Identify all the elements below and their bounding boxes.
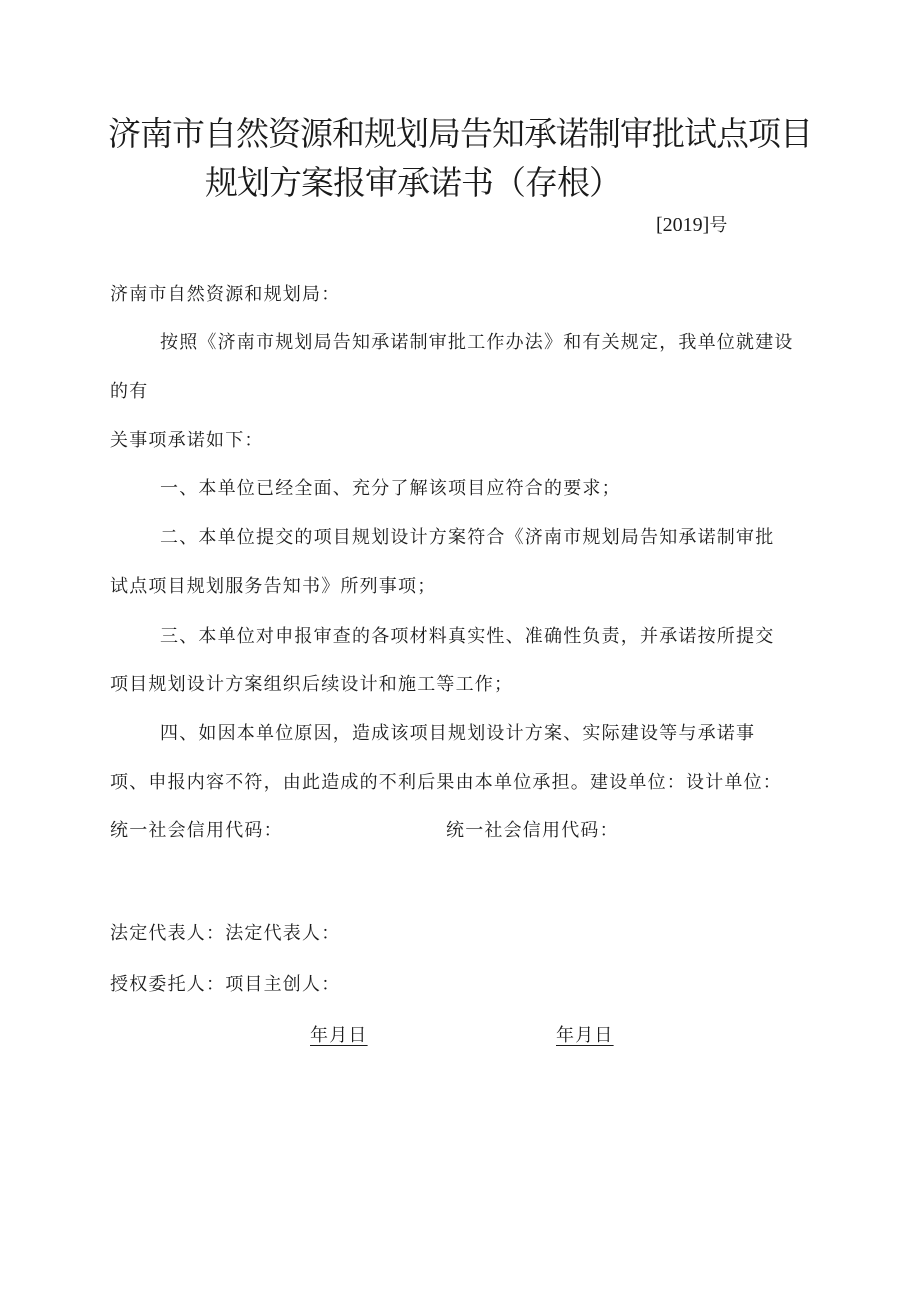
commitment-item-2-line2: 试点项目规划服务告知书》所列事项；	[110, 576, 437, 597]
intro-line3: 关事项承诺如下：	[110, 430, 264, 451]
commitment-item-2-line1: 二、本单位提交的项目规划设计方案符合《济南市规划局告知承诺制审批	[160, 527, 775, 548]
commitment-item-4-line1: 四、如因本单位原因，造成该项目规划设计方案、实际建设等与承诺事	[160, 723, 756, 744]
intro-line2: 的有	[110, 381, 149, 402]
commitment-item-1: 一、本单位已经全面、充分了解该项目应符合的要求；	[160, 478, 621, 499]
intro-line1: 按照《济南市规划局告知承诺制审批工作办法》和有关规定，我单位就建设	[160, 332, 794, 353]
date-left: 年月日	[310, 1025, 368, 1046]
commitment-item-4-line2: 项、申报内容不符，由此造成的不利后果由本单位承担。建设单位：设计单位：	[110, 772, 782, 793]
date-right: 年月日	[556, 1025, 614, 1046]
delegate-labels: 授权委托人：项目主创人：	[110, 974, 341, 995]
legal-representative-labels: 法定代表人：法定代表人：	[110, 923, 341, 944]
document-title-line2: 规划方案报审承诺书（存根）	[205, 163, 621, 202]
document-number-value: [2019]	[656, 214, 710, 236]
document-number-suffix: 号	[709, 215, 728, 236]
credit-code-left-label: 统一社会信用代码：	[110, 820, 283, 841]
document-number	[656, 211, 727, 237]
addressee: 济南市自然资源和规划局：	[110, 284, 341, 305]
commitment-item-3-line2: 项目规划设计方案组织后续设计和施工等工作；	[110, 674, 514, 695]
document-title-line1: 济南市自然资源和规划局告知承诺制审批试点项目	[108, 114, 812, 153]
credit-code-right-label: 统一社会信用代码：	[446, 820, 619, 841]
commitment-item-3-line1: 三、本单位对申报审查的各项材料真实性、准确性负责，并承诺按所提交	[160, 626, 775, 647]
